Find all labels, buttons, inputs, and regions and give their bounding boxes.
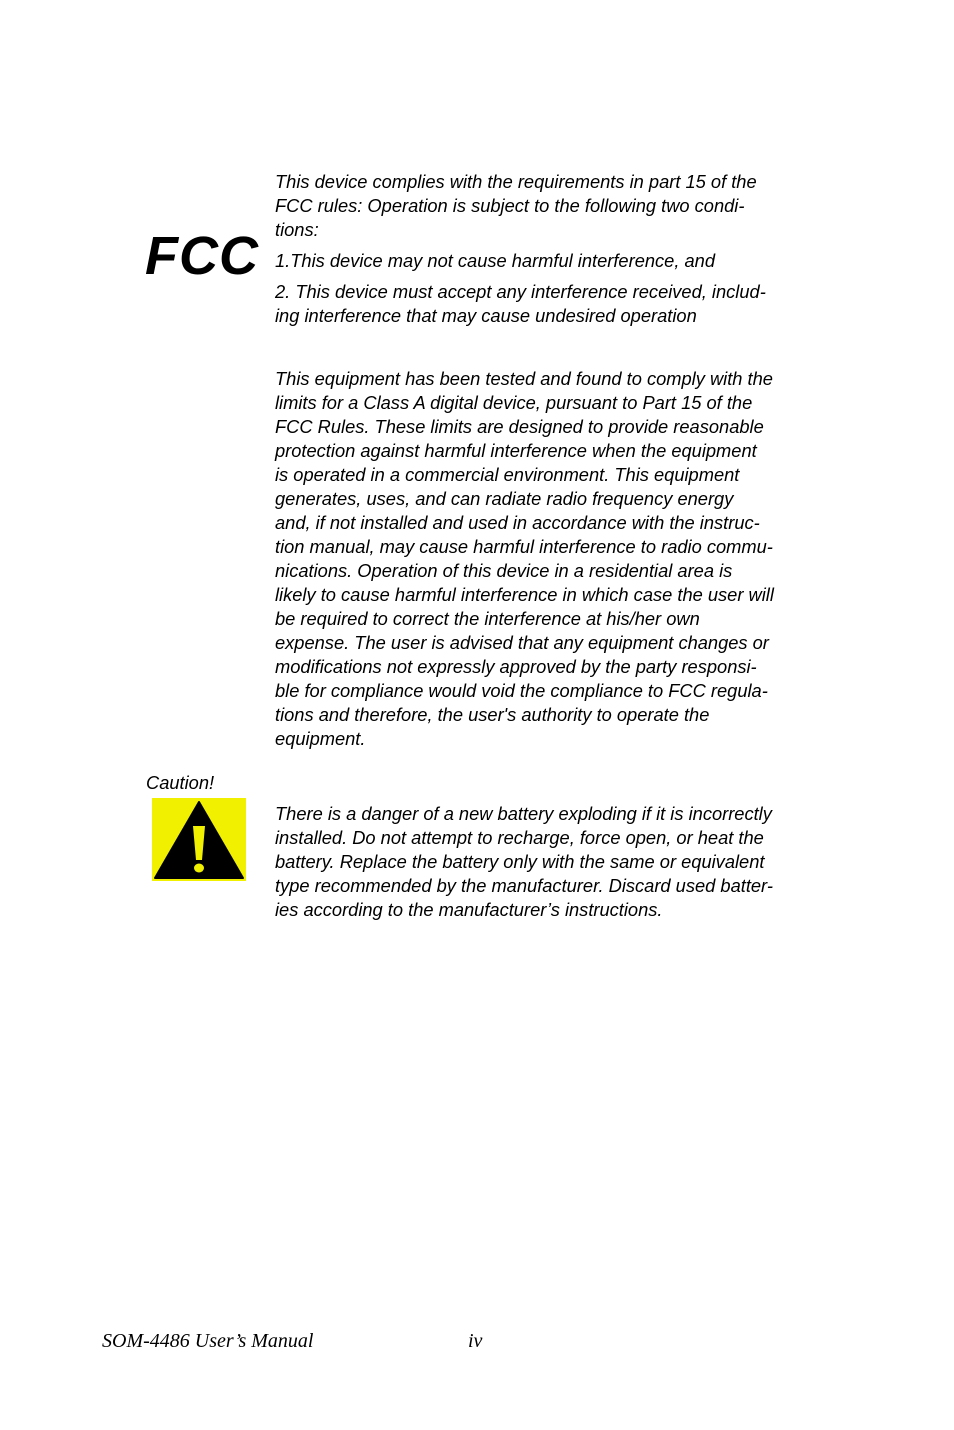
text-line: likely to cause harmful interference in which case the user will (275, 584, 774, 605)
text-line: nications. Operation of this device in a residential area is (275, 560, 733, 581)
text-line: protection against harmful interference when the equipment (275, 440, 757, 461)
warning-triangle-icon (152, 798, 246, 881)
text-line: ing interference that may cause undesired operation (275, 305, 697, 326)
text-line: expense. The user is advised that any equipment changes or (275, 632, 769, 653)
text-line: limits for a Class A digital device, pursuant to Part 15 of the (275, 392, 753, 413)
fcc-intro-paragraph (275, 170, 805, 242)
text-line: generates, uses, and can radiate radio frequency energy (275, 488, 734, 509)
text-line: installed. Do not attempt to recharge, force open, or heat the (275, 827, 764, 848)
footer-manual-title: SOM-4486 User’s Manual (102, 1330, 314, 1352)
text-line: There is a danger of a new battery exploding if it is incorrectly (275, 803, 772, 824)
text-line: 1.This device may not cause harmful interference, and (275, 250, 715, 271)
fcc-statement-paragraph (275, 367, 805, 751)
text-line: modifications not expressly approved by the party responsi- (275, 656, 757, 677)
text-line: and, if not installed and used in accordance with the instruc- (275, 512, 760, 533)
text-line: ies according to the manufacturer’s instructions. (275, 899, 663, 920)
text-line: This device complies with the requirements in part 15 of the (275, 171, 757, 192)
text-line: ble for compliance would void the compliance to FCC regula- (275, 680, 768, 701)
warning-icon-exclamation-dot (194, 864, 204, 873)
text-line: This equipment has been tested and found to comply with the (275, 368, 773, 389)
text-line: tion manual, may cause harmful interference to radio commu- (275, 536, 773, 557)
caution-paragraph (275, 802, 805, 922)
text-line: equipment. (275, 728, 366, 749)
text-line: tions and therefore, the user's authority to operate the (275, 704, 710, 725)
text-line: be required to correct the interference at his/her own (275, 608, 700, 629)
fcc-condition-1 (275, 249, 805, 273)
text-line: tions: (275, 219, 319, 240)
text-line: battery. Replace the battery only with the same or equivalent (275, 851, 765, 872)
fcc-condition-2 (275, 280, 805, 328)
text-line: FCC rules: Operation is subject to the following two condi- (275, 195, 745, 216)
caution-label: Caution! (146, 772, 215, 793)
fcc-logo: FCC (145, 226, 259, 286)
text-line: 2. This device must accept any interference received, includ- (275, 281, 766, 302)
footer-page-number: iv (468, 1330, 483, 1352)
text-line: type recommended by the manufacturer. Discard used batter- (275, 875, 773, 896)
text-line: is operated in a commercial environment. This equipment (275, 464, 740, 485)
text-line: FCC Rules. These limits are designed to provide reasonable (275, 416, 764, 437)
